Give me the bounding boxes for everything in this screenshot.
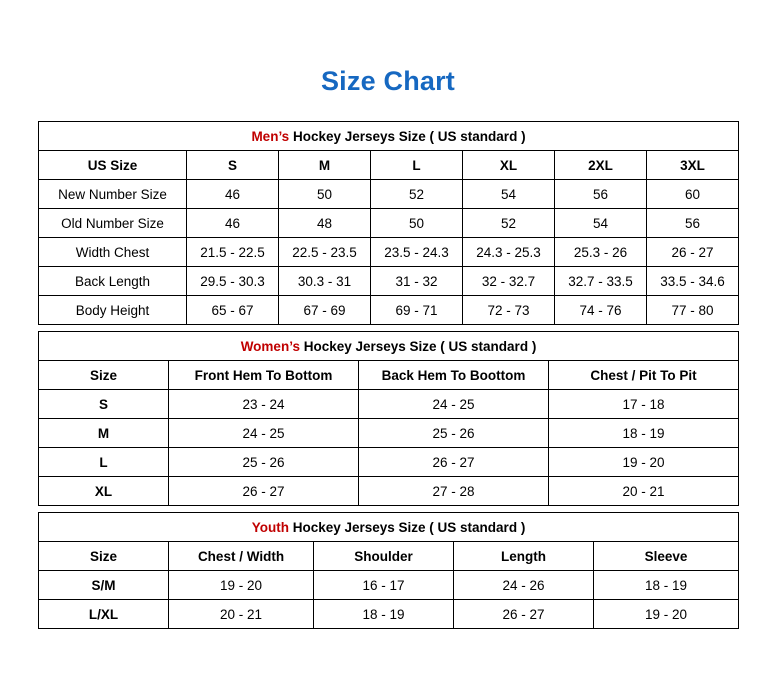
mens-row-label-3: Back Length <box>39 267 187 296</box>
youth-col-header-1: Chest / Width <box>169 542 314 571</box>
page-title: Size Chart <box>320 66 456 96</box>
mens-cell-1-1: 48 <box>279 209 371 238</box>
mens-cell-1-0: 46 <box>187 209 279 238</box>
table-row <box>39 448 739 477</box>
womens-row-label-1: M <box>39 419 169 448</box>
womens-heading-rest: Hockey Jerseys Size ( US standard ) <box>299 338 537 354</box>
size-chart-container <box>38 121 738 629</box>
table-row <box>39 600 739 629</box>
mens-heading-rest: Hockey Jerseys Size ( US standard ) <box>289 128 526 144</box>
womens-cell-0-0: 23 - 24 <box>169 390 359 419</box>
mens-cell-0-5: 60 <box>647 180 739 209</box>
youth-cell-1-1: 18 - 19 <box>314 600 454 629</box>
mens-heading-accent: Men’s <box>251 128 290 144</box>
womens-col-header-3: Chest / Pit To Pit <box>549 361 739 390</box>
mens-row-label-1: Old Number Size <box>39 209 187 238</box>
mens-cell-0-3: 54 <box>463 180 555 209</box>
womens-cell-0-1: 24 - 25 <box>359 390 549 419</box>
table-row <box>39 419 739 448</box>
youth-cell-1-0: 20 - 21 <box>169 600 314 629</box>
womens-cell-1-0: 24 - 25 <box>169 419 359 448</box>
youth-section-heading <box>39 513 739 542</box>
mens-cell-1-2: 50 <box>371 209 463 238</box>
womens-cell-2-2: 19 - 20 <box>549 448 739 477</box>
mens-col-header-6: 3XL <box>647 151 739 180</box>
womens-cell-3-1: 27 - 28 <box>359 477 549 506</box>
table-row <box>39 151 739 180</box>
womens-cell-1-2: 18 - 19 <box>549 419 739 448</box>
womens-cell-2-0: 25 - 26 <box>169 448 359 477</box>
mens-cell-3-0: 29.5 - 30.3 <box>187 267 279 296</box>
mens-cell-2-4: 25.3 - 26 <box>555 238 647 267</box>
womens-cell-3-0: 26 - 27 <box>169 477 359 506</box>
mens-cell-2-3: 24.3 - 25.3 <box>463 238 555 267</box>
table-row <box>39 209 739 238</box>
mens-cell-1-5: 56 <box>647 209 739 238</box>
youth-cell-0-1: 16 - 17 <box>314 571 454 600</box>
youth-cell-1-2: 26 - 27 <box>454 600 594 629</box>
table-row <box>39 542 739 571</box>
mens-cell-0-2: 52 <box>371 180 463 209</box>
table-row <box>39 571 739 600</box>
youth-section-header-row <box>39 513 739 542</box>
mens-col-header-0: US Size <box>39 151 187 180</box>
womens-cell-3-2: 20 - 21 <box>549 477 739 506</box>
mens-cell-4-2: 69 - 71 <box>371 296 463 325</box>
youth-col-header-4: Sleeve <box>594 542 739 571</box>
table-row <box>39 477 739 506</box>
mens-col-header-3: L <box>371 151 463 180</box>
mens-col-header-5: 2XL <box>555 151 647 180</box>
mens-cell-4-1: 67 - 69 <box>279 296 371 325</box>
youth-cell-0-3: 18 - 19 <box>594 571 739 600</box>
youth-row-label-0: S/M <box>39 571 169 600</box>
mens-cell-3-3: 32 - 32.7 <box>463 267 555 296</box>
youth-heading-accent: Youth <box>251 519 289 535</box>
womens-heading-accent: Women’s <box>240 338 300 354</box>
mens-cell-0-0: 46 <box>187 180 279 209</box>
youth-cell-1-3: 19 - 20 <box>594 600 739 629</box>
mens-row-label-4: Body Height <box>39 296 187 325</box>
youth-cell-0-2: 24 - 26 <box>454 571 594 600</box>
table-row <box>39 390 739 419</box>
table-row <box>39 361 739 390</box>
mens-cell-2-0: 21.5 - 22.5 <box>187 238 279 267</box>
mens-cell-4-0: 65 - 67 <box>187 296 279 325</box>
mens-size-table <box>38 121 739 325</box>
mens-cell-4-3: 72 - 73 <box>463 296 555 325</box>
youth-col-header-0: Size <box>39 542 169 571</box>
mens-col-header-1: S <box>187 151 279 180</box>
table-row <box>39 180 739 209</box>
youth-row-label-1: L/XL <box>39 600 169 629</box>
mens-section-heading <box>39 122 739 151</box>
mens-cell-3-1: 30.3 - 31 <box>279 267 371 296</box>
mens-cell-2-1: 22.5 - 23.5 <box>279 238 371 267</box>
womens-cell-2-1: 26 - 27 <box>359 448 549 477</box>
womens-size-table <box>38 331 739 506</box>
youth-heading-rest: Hockey Jerseys Size ( US standard ) <box>288 519 526 535</box>
mens-section-header-row <box>39 122 739 151</box>
womens-cell-0-2: 17 - 18 <box>549 390 739 419</box>
womens-row-label-3: XL <box>39 477 169 506</box>
youth-col-header-3: Length <box>454 542 594 571</box>
mens-cell-1-3: 52 <box>463 209 555 238</box>
table-row <box>39 238 739 267</box>
womens-row-label-0: S <box>39 390 169 419</box>
youth-size-table <box>38 512 739 629</box>
table-row <box>39 267 739 296</box>
mens-cell-4-5: 77 - 80 <box>647 296 739 325</box>
womens-row-label-2: L <box>39 448 169 477</box>
mens-cell-3-4: 32.7 - 33.5 <box>555 267 647 296</box>
mens-col-header-4: XL <box>463 151 555 180</box>
mens-cell-2-2: 23.5 - 24.3 <box>371 238 463 267</box>
mens-col-header-2: M <box>279 151 371 180</box>
table-row <box>39 296 739 325</box>
mens-cell-0-1: 50 <box>279 180 371 209</box>
womens-section-heading <box>39 332 739 361</box>
mens-cell-3-5: 33.5 - 34.6 <box>647 267 739 296</box>
mens-row-label-2: Width Chest <box>39 238 187 267</box>
mens-cell-4-4: 74 - 76 <box>555 296 647 325</box>
womens-col-header-2: Back Hem To Boottom <box>359 361 549 390</box>
mens-cell-1-4: 54 <box>555 209 647 238</box>
womens-col-header-0: Size <box>39 361 169 390</box>
mens-cell-3-2: 31 - 32 <box>371 267 463 296</box>
womens-section-header-row <box>39 332 739 361</box>
mens-row-label-0: New Number Size <box>39 180 187 209</box>
mens-cell-2-5: 26 - 27 <box>647 238 739 267</box>
mens-cell-0-4: 56 <box>555 180 647 209</box>
youth-col-header-2: Shoulder <box>314 542 454 571</box>
youth-cell-0-0: 19 - 20 <box>169 571 314 600</box>
womens-col-header-1: Front Hem To Bottom <box>169 361 359 390</box>
womens-cell-1-1: 25 - 26 <box>359 419 549 448</box>
